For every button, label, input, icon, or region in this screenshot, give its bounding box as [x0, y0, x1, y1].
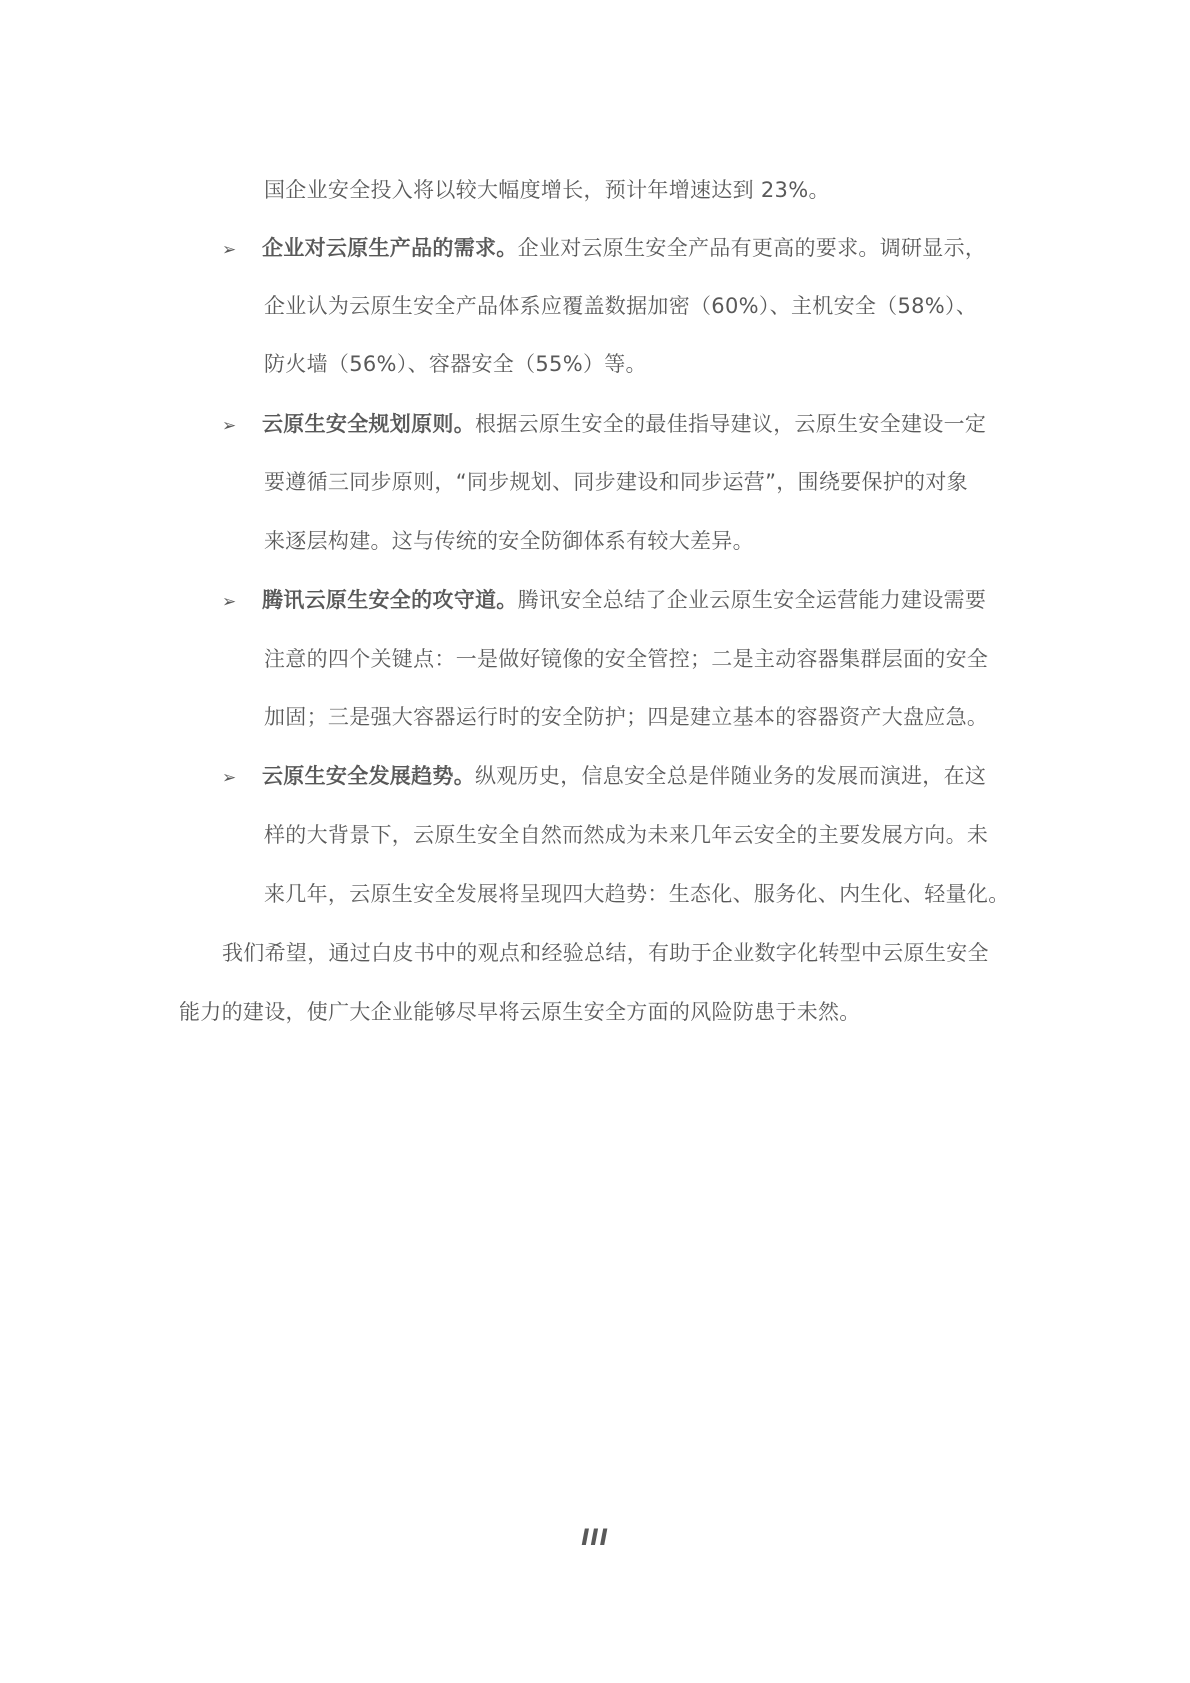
arrow-bullet-icon: ➢: [222, 768, 237, 788]
bullet-item-trends: [222, 762, 986, 792]
bullet-text: 样的大背景下，云原生安全自然而然成为未来几年云安全的主要发展方向。未: [264, 823, 989, 847]
bullet-item-planning: [222, 410, 986, 440]
arrow-bullet-icon: ➢: [222, 416, 237, 436]
bullet-title: 腾讯云原生安全的攻守道。: [262, 588, 518, 612]
bullet-text: 要遵循三同步原则，“同步规划、同步建设和同步运营”，围绕要保护的对象: [264, 470, 968, 494]
bullet-text: 纵观历史，信息安全总是伴随业务的发展而演进，在这: [475, 764, 987, 788]
closing-paragraph-line: 能力的建设，使广大企业能够尽早将云原生安全方面的风险防患于未然。: [179, 1000, 861, 1024]
bullet-text: 腾讯安全总结了企业云原生安全运营能力建设需要: [517, 588, 987, 612]
closing-paragraph-line: 我们希望，通过白皮书中的观点和经验总结，有助于企业数字化转型中云原生安全: [222, 941, 989, 965]
bullet-title: 企业对云原生产品的需求。: [262, 236, 518, 260]
bullet-item-demand: [222, 234, 986, 264]
bullet-text: 防火墙（56%）、容器安全（55%）等。: [264, 352, 647, 376]
bullet-title: 云原生安全规划原则。: [262, 412, 475, 436]
bullet-item-tencent: [222, 586, 986, 616]
bullet-text: 企业对云原生安全产品有更高的要求。调研显示，: [517, 236, 987, 260]
page-number: III: [581, 1526, 609, 1551]
arrow-bullet-icon: ➢: [222, 592, 237, 612]
bullet-title: 云原生安全发展趋势。: [262, 764, 475, 788]
bullet-text: 注意的四个关键点：一是做好镜像的安全管控；二是主动容器集群层面的安全: [264, 647, 989, 671]
bullet-text: 根据云原生安全的最佳指导建议，云原生安全建设一定: [475, 412, 987, 436]
bullet-text: 来逐层构建。这与传统的安全防御体系有较大差异。: [264, 529, 754, 553]
bullet-text: 来几年，云原生安全发展将呈现四大趋势：生态化、服务化、内生化、轻量化。: [264, 882, 1010, 906]
arrow-bullet-icon: ➢: [222, 240, 237, 260]
bullet-text: 加固；三是强大容器运行时的安全防护；四是建立基本的容器资产大盘应急。: [264, 705, 989, 729]
continuation-text: 国企业安全投入将以较大幅度增长，预计年增速达到 23%。: [264, 178, 830, 202]
bullet-text: 企业认为云原生安全产品体系应覆盖数据加密（60%）、主机安全（58%）、: [264, 294, 978, 318]
